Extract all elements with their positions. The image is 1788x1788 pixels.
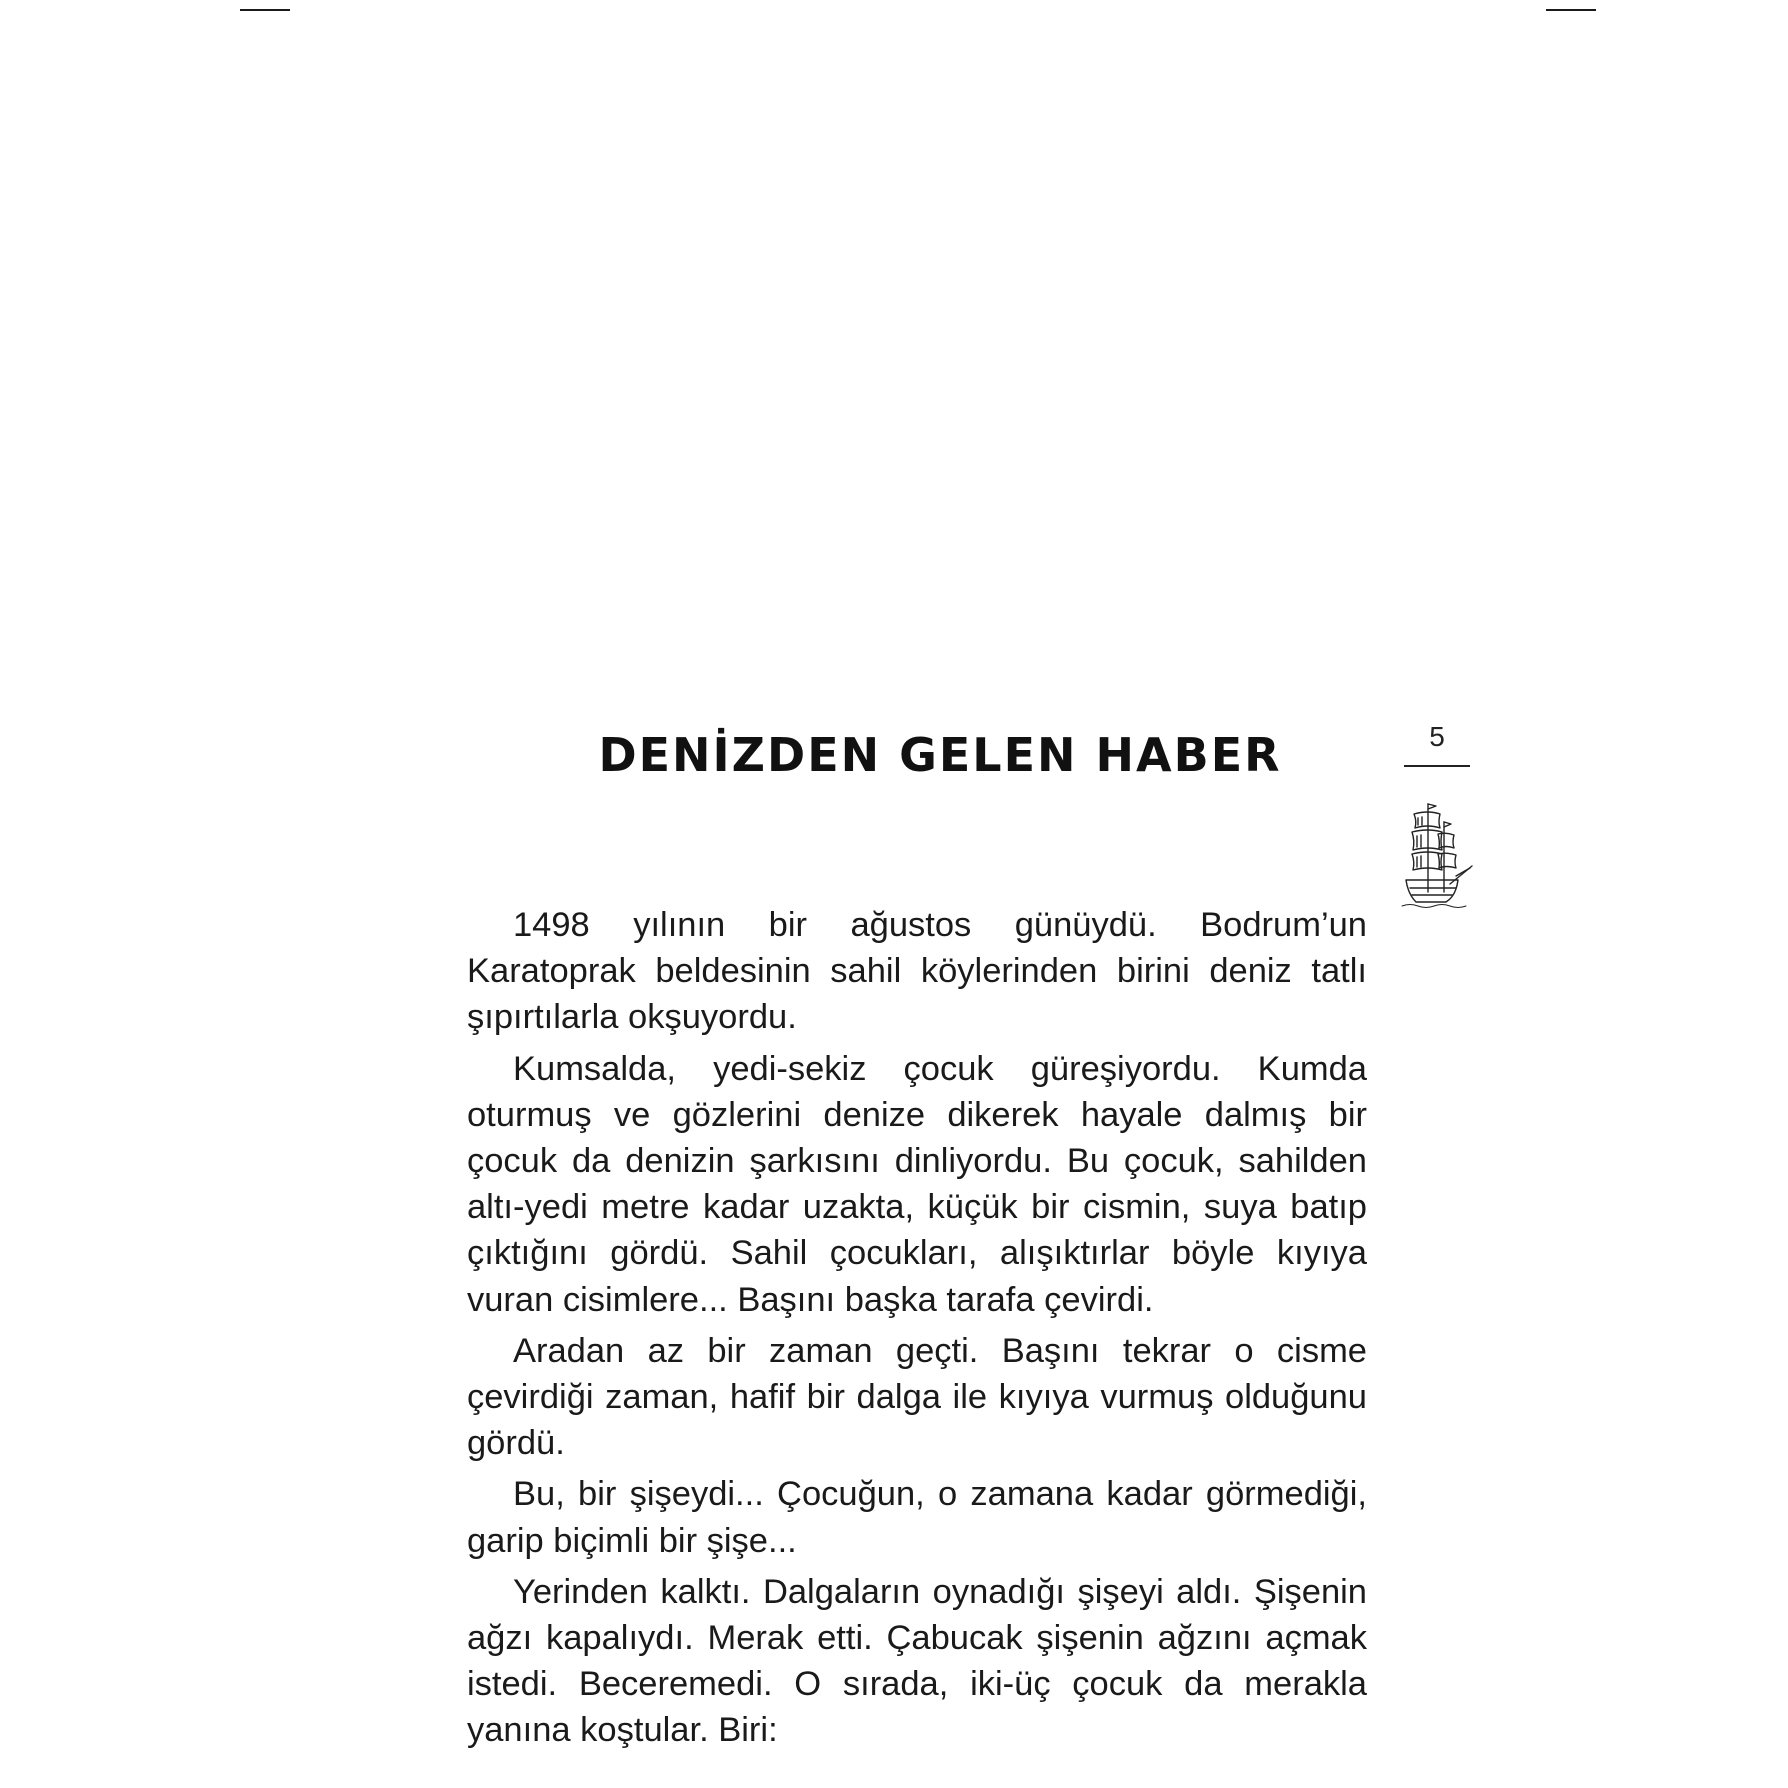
crop-mark-left [240,9,290,11]
paragraph: Kumsalda, yedi-sekiz çocuk güreşiyordu. Kumda oturmuş ve gözlerini denize dikerek hayale dalmış bir çocuk da denizin şarkısını dinliyordu. Bu çocuk, sahilden altı-yedi metre kadar uzakta, küçük bir cismin, suya batıp çıktığını gördü. Sahil çocukları, alışıktırlar böyle kıyıya vuran cisimlere... Başını başka tarafa çevirdi. [467,1049,1367,1319]
paragraph: 1498 yılının bir ağustos günüydü. Bodrum’un Karatoprak beldesinin sahil köylerinden birini deniz tatlı şıpırtılarla okşuyordu. [467,906,1367,1037]
page-number-rule [1404,765,1470,767]
sailing-ship-icon [1400,800,1474,910]
paragraph: Bu, bir şişeydi... Çocuğun, o zamana kadar görmediği, garip biçimli bir şişe... [467,1475,1367,1560]
crop-mark-right [1546,9,1596,11]
paragraph: Aradan az bir zaman geçti. Başını tekrar o cisme çevirdiği zaman, hafif bir dalga ile kıyıya vurmuş olduğunu gördü. [467,1331,1367,1463]
chapter-title: DENİZDEN GELEN HABER [598,728,1282,782]
page-number: 5 [1429,721,1445,752]
chapter-body [467,902,1367,1759]
paragraph: Yerinden kalktı. Dalgaların oynadığı şişeyi aldı. Şişenin ağzı kapalıydı. Merak etti. Çabucak şişenin ağzını açmak istedi. Beceremedi. O sırada, iki-üç çocuk da merakla yanına koştular. Biri: [467,1572,1367,1750]
